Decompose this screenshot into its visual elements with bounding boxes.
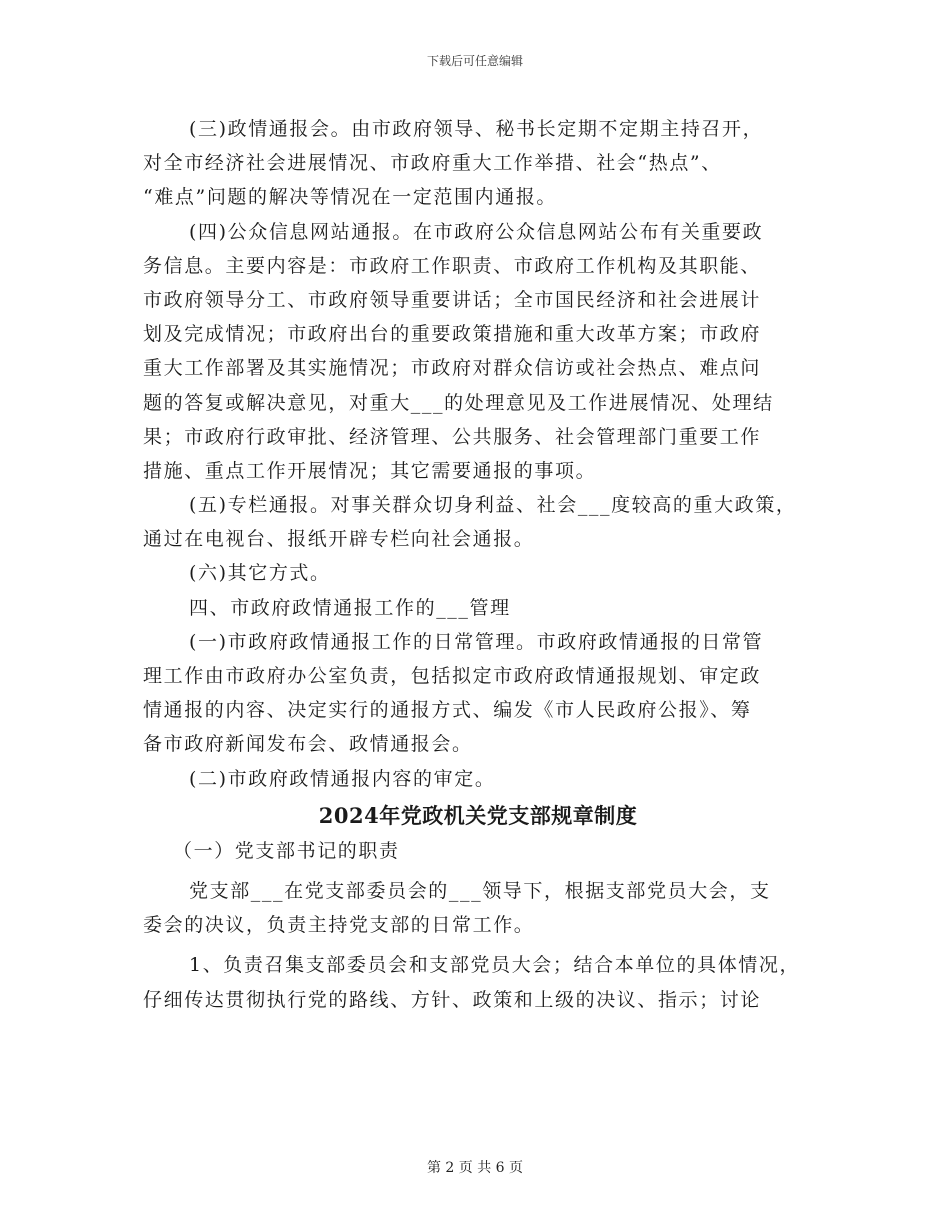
paragraph-line: 情通报的内容、决定实行的通报方式、编发《市人民政府公报》、筹: [143, 699, 752, 722]
page-header-note: 下载后可任意编辑: [426, 54, 523, 68]
paragraph-line: 委会的决议，负责主持党支部的日常工作。: [143, 914, 535, 937]
paragraph-line: (五)专栏通报。对事关群众切身利益、社会___度较高的重大政策，: [189, 494, 797, 517]
paragraph-line: 通过在电视台、报纸开辟专栏向社会通报。: [143, 528, 535, 551]
paragraph-line: 重大工作部署及其实施情况；市政府对群众信访或社会热点、难点问: [143, 357, 762, 380]
document-body: [143, 112, 803, 1017]
paragraph-line: 市政府领导分工、市政府领导重要讲话；全市国民经济和社会进展计: [143, 288, 762, 311]
paragraph-line: 题的答复或解决意见，对重大___的处理意见及工作进展情况、处理结: [143, 391, 774, 414]
paragraph-line: (六)其它方式。: [189, 562, 331, 585]
paragraph-line: 1、负责召集支部委员会和支部党员大会；结合本单位的具体情况，: [189, 954, 801, 977]
paragraph-line: 划及完成情况；市政府出台的重要政策措施和重大改革方案；市政府: [143, 323, 762, 346]
paragraph-line: 理工作由市政府办公室负责，包括拟定市政府政情通报规划、审定政: [143, 665, 762, 687]
subsection-heading: （一）党支部书记的职责: [173, 839, 400, 862]
paragraph-line: (四)公众信息网站通报。在市政府公众信息网站公布有关重要政: [189, 220, 764, 243]
paragraph-line: 备市政府新闻发布会、政情通报会。: [143, 733, 473, 756]
page-number-footer: 第 2 页 共 6 页: [426, 1160, 524, 1176]
paragraph-line: 对全市经济社会进展情况、市政府重大工作举措、社会“热点”、: [143, 152, 722, 175]
paragraph-line: 果；市政府行政审批、经济管理、公共服务、社会管理部门重要工作: [143, 425, 762, 448]
paragraph-line: 措施、重点工作开展情况；其它需要通报的事项。: [143, 459, 597, 482]
document-title: 2024年党政机关党支部规章制度: [318, 802, 638, 828]
paragraph-line: 仔细传达贯彻执行党的路线、方针、政策和上级的决议、指示；讨论: [143, 988, 762, 1011]
paragraph-line: 党支部___在党支部委员会的___领导下，根据支部党员大会，支: [189, 879, 771, 902]
paragraph-line: (三)政情通报会。由市政府领导、秘书长定期不定期主持召开，: [189, 118, 764, 140]
section-heading: 四、市政府政情通报工作的___管理: [189, 596, 511, 619]
paragraph-line: (一)市政府政情通报工作的日常管理。市政府政情通报的日常管: [189, 630, 764, 653]
paragraph-line: (二)市政府政情通报内容的审定。: [189, 767, 496, 790]
paragraph-line: “难点”问题的解决等情况在一定范围内通报。: [143, 186, 558, 209]
paragraph-line: 务信息。主要内容是：市政府工作职责、市政府工作机构及其职能、: [143, 254, 762, 277]
